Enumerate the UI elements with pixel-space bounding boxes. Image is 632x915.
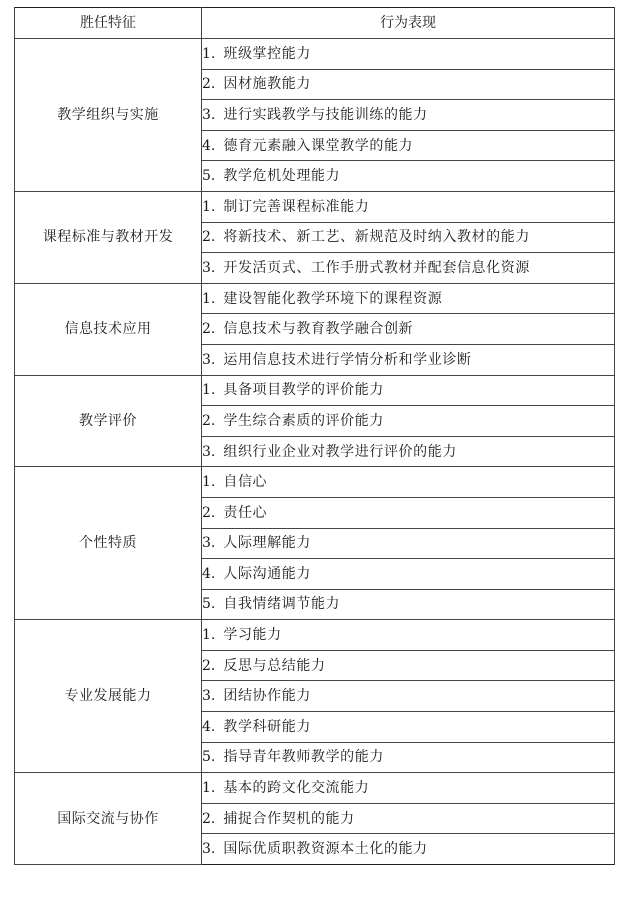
behavior-cell [202, 589, 615, 620]
behavior-number: 5. [202, 168, 216, 185]
behavior-number: 2. [202, 229, 216, 246]
behavior-number: 1. [202, 474, 216, 491]
behavior-number: 3. [202, 688, 216, 705]
table-row [15, 773, 615, 804]
table-row [15, 283, 615, 314]
behavior-number: 1. [202, 627, 216, 644]
behavior-cell [202, 834, 615, 865]
table-row [15, 620, 615, 651]
behavior-text: 责任心 [223, 504, 268, 521]
table-row [15, 39, 615, 70]
behavior-cell [202, 436, 615, 467]
behavior-text: 学习能力 [223, 627, 282, 644]
behavior-cell [202, 161, 615, 192]
behavior-text: 信息技术与教育教学融合创新 [223, 321, 414, 338]
behavior-cell [202, 130, 615, 161]
behavior-cell [202, 712, 615, 743]
behavior-number: 5. [202, 749, 216, 766]
behavior-number: 1. [202, 780, 216, 797]
behavior-number: 3. [202, 535, 216, 552]
behavior-cell [202, 650, 615, 681]
behavior-text: 因材施教能力 [223, 76, 311, 93]
behavior-text: 运用信息技术进行学情分析和学业诊断 [223, 351, 472, 368]
behavior-number: 3. [202, 841, 216, 858]
behavior-text: 开发活页式、工作手册式教材并配套信息化资源 [223, 259, 530, 276]
competency-category: 国际交流与协作 [15, 773, 202, 865]
behavior-cell [202, 528, 615, 559]
behavior-cell [202, 314, 615, 345]
behavior-number: 5. [202, 596, 216, 613]
competency-category: 信息技术应用 [15, 283, 202, 375]
competency-table [14, 7, 615, 865]
behavior-number: 2. [202, 504, 216, 521]
behavior-text: 人际沟通能力 [223, 565, 311, 582]
behavior-number: 1. [202, 290, 216, 307]
behavior-text: 将新技术、新工艺、新规范及时纳入教材的能力 [223, 229, 530, 246]
behavior-cell [202, 467, 615, 498]
behavior-number: 3. [202, 443, 216, 460]
behavior-number: 3. [202, 351, 216, 368]
behavior-number: 3. [202, 259, 216, 276]
behavior-text: 建设智能化教学环境下的课程资源 [223, 290, 443, 307]
competency-category: 教学评价 [15, 375, 202, 467]
competency-category: 专业发展能力 [15, 620, 202, 773]
behavior-text: 组织行业企业对教学进行评价的能力 [223, 443, 457, 460]
behavior-text: 人际理解能力 [223, 535, 311, 552]
header-competency: 胜任特征 [15, 8, 202, 39]
behavior-cell [202, 39, 615, 70]
competency-category: 教学组织与实施 [15, 39, 202, 192]
behavior-text: 自我情绪调节能力 [223, 596, 341, 613]
behavior-cell [202, 406, 615, 437]
behavior-number: 2. [202, 657, 216, 674]
behavior-cell [202, 803, 615, 834]
behavior-number: 1. [202, 382, 216, 399]
behavior-cell [202, 191, 615, 222]
behavior-text: 基本的跨文化交流能力 [223, 780, 370, 797]
competency-category: 课程标准与教材开发 [15, 191, 202, 283]
competency-category: 个性特质 [15, 467, 202, 620]
behavior-number: 1. [202, 45, 216, 62]
behavior-cell [202, 283, 615, 314]
behavior-text: 学生综合素质的评价能力 [223, 412, 384, 429]
table-body [15, 39, 615, 865]
behavior-cell [202, 773, 615, 804]
behavior-text: 进行实践教学与技能训练的能力 [223, 106, 428, 123]
behavior-cell [202, 253, 615, 284]
behavior-number: 2. [202, 76, 216, 93]
behavior-text: 制订完善课程标准能力 [223, 198, 370, 215]
behavior-text: 教学科研能力 [223, 718, 311, 735]
behavior-text: 捕捉合作契机的能力 [223, 810, 355, 827]
behavior-cell [202, 681, 615, 712]
table-header [15, 8, 615, 39]
behavior-text: 反思与总结能力 [223, 657, 326, 674]
behavior-text: 指导青年教师教学的能力 [223, 749, 384, 766]
behavior-text: 自信心 [223, 474, 268, 491]
behavior-text: 具备项目教学的评价能力 [223, 382, 384, 399]
behavior-number: 3. [202, 106, 216, 123]
behavior-number: 4. [202, 137, 216, 154]
behavior-text: 教学危机处理能力 [223, 168, 341, 185]
header-row [15, 8, 615, 39]
behavior-number: 2. [202, 321, 216, 338]
behavior-text: 德育元素融入课堂教学的能力 [223, 137, 414, 154]
behavior-cell [202, 375, 615, 406]
behavior-cell [202, 344, 615, 375]
table-row [15, 375, 615, 406]
behavior-cell [202, 742, 615, 773]
behavior-text: 班级掌控能力 [223, 45, 311, 62]
behavior-number: 2. [202, 810, 216, 827]
behavior-cell [202, 559, 615, 590]
behavior-number: 1. [202, 198, 216, 215]
behavior-cell [202, 222, 615, 253]
behavior-number: 4. [202, 565, 216, 582]
header-behavior: 行为表现 [202, 8, 615, 39]
behavior-number: 2. [202, 412, 216, 429]
table-row [15, 191, 615, 222]
behavior-cell [202, 69, 615, 100]
behavior-text: 团结协作能力 [223, 688, 311, 705]
behavior-cell [202, 100, 615, 131]
behavior-text: 国际优质职教资源本土化的能力 [223, 841, 428, 858]
behavior-cell [202, 620, 615, 651]
behavior-number: 4. [202, 718, 216, 735]
behavior-cell [202, 497, 615, 528]
table-row [15, 467, 615, 498]
